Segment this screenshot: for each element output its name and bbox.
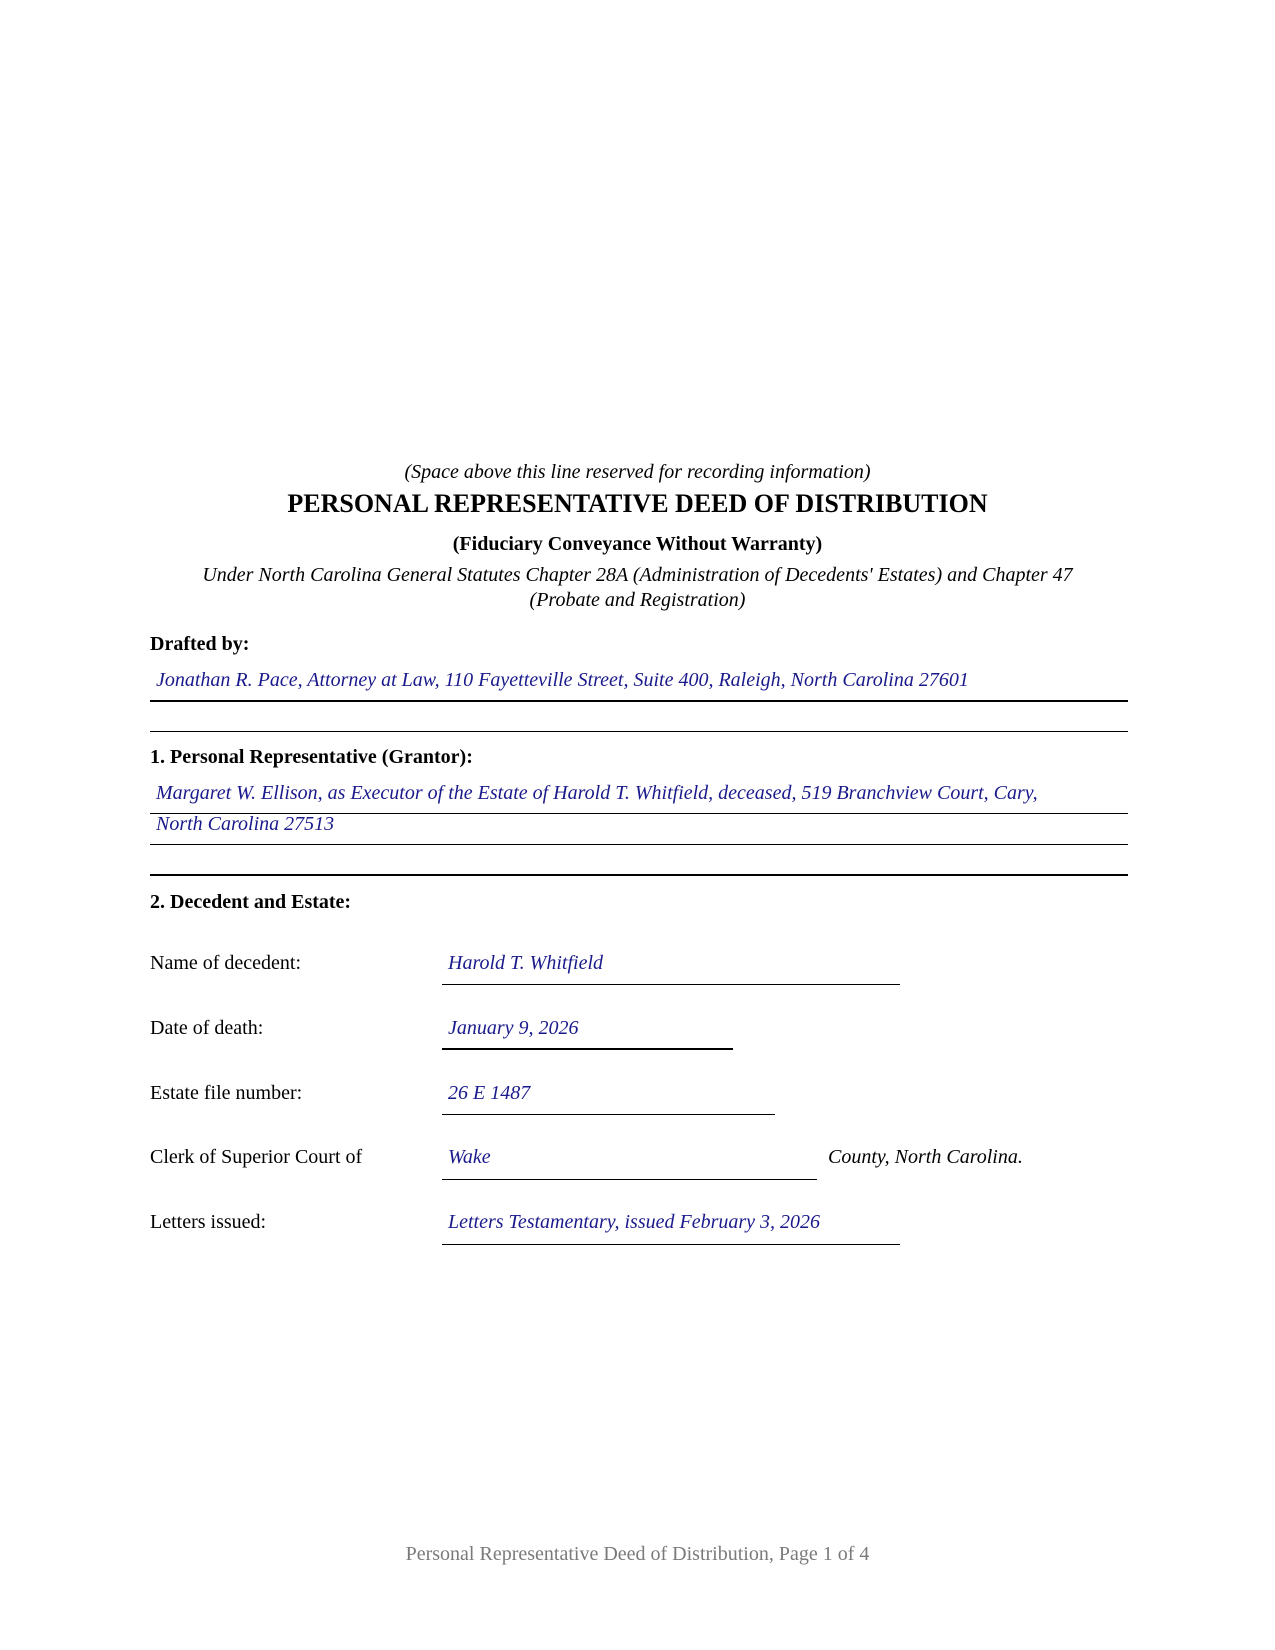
date-of-death-field[interactable]: January 9, 2026 — [448, 1017, 579, 1039]
date-of-death-label: Date of death: — [150, 1017, 264, 1039]
county-suffix: County, North Carolina. — [828, 1146, 1023, 1168]
county-field[interactable]: Wake — [448, 1146, 491, 1168]
page-footer: Personal Representative Deed of Distribution, Page 1 of 4 — [405, 1543, 870, 1565]
grantor-underline-2 — [150, 844, 1128, 845]
drafted-by-value[interactable]: Jonathan R. Pace, Attorney at Law, 110 Fayetteville Street, Suite 400, Raleigh, North Carolina 27601 — [156, 669, 969, 691]
letters-issued-underline — [442, 1244, 900, 1245]
estate-file-number-underline — [442, 1114, 775, 1115]
section-divider-thick — [150, 874, 1128, 876]
estate-file-number-label: Estate file number: — [150, 1082, 303, 1104]
statute-reference: Under North Carolina General Statutes Chapter 28A (Administration of Decedents' Estates) and Chapter 47 (Probate and Registration) — [202, 564, 1073, 611]
grantor-value-line-2[interactable]: North Carolina 27513 — [156, 813, 335, 835]
drafted-by-heading: Drafted by: — [150, 633, 250, 655]
recording-space-note: (Space above this line reserved for recording information) — [404, 461, 871, 483]
drafted-by-underline — [150, 700, 1128, 702]
letters-issued-field[interactable]: Letters Testamentary, issued February 3, 2026 — [448, 1211, 821, 1233]
section-2-heading: 2. Decedent and Estate: — [150, 891, 352, 913]
date-of-death-underline — [442, 1048, 733, 1050]
letters-issued-label: Letters issued: — [150, 1211, 267, 1233]
section-1-heading: 1. Personal Representative (Grantor): — [150, 746, 473, 768]
grantor-value-line-1[interactable]: Margaret W. Ellison, as Executor of the Estate of Harold T. Whitfield, deceased, 519 Branchview Court, Cary, — [156, 782, 1038, 804]
estate-file-number-field[interactable]: 26 E 1487 — [448, 1082, 531, 1104]
document-title: PERSONAL REPRESENTATIVE DEED OF DISTRIBUTION — [287, 489, 988, 518]
decedent-name-field[interactable]: Harold T. Whitfield — [448, 952, 603, 974]
decedent-name-underline — [442, 984, 900, 985]
document-subtitle: (Fiduciary Conveyance Without Warranty) — [452, 533, 823, 555]
clerk-court-label: Clerk of Superior Court of — [150, 1146, 363, 1168]
section-divider — [150, 731, 1128, 732]
decedent-name-label: Name of decedent: — [150, 952, 302, 974]
county-underline — [442, 1179, 817, 1180]
